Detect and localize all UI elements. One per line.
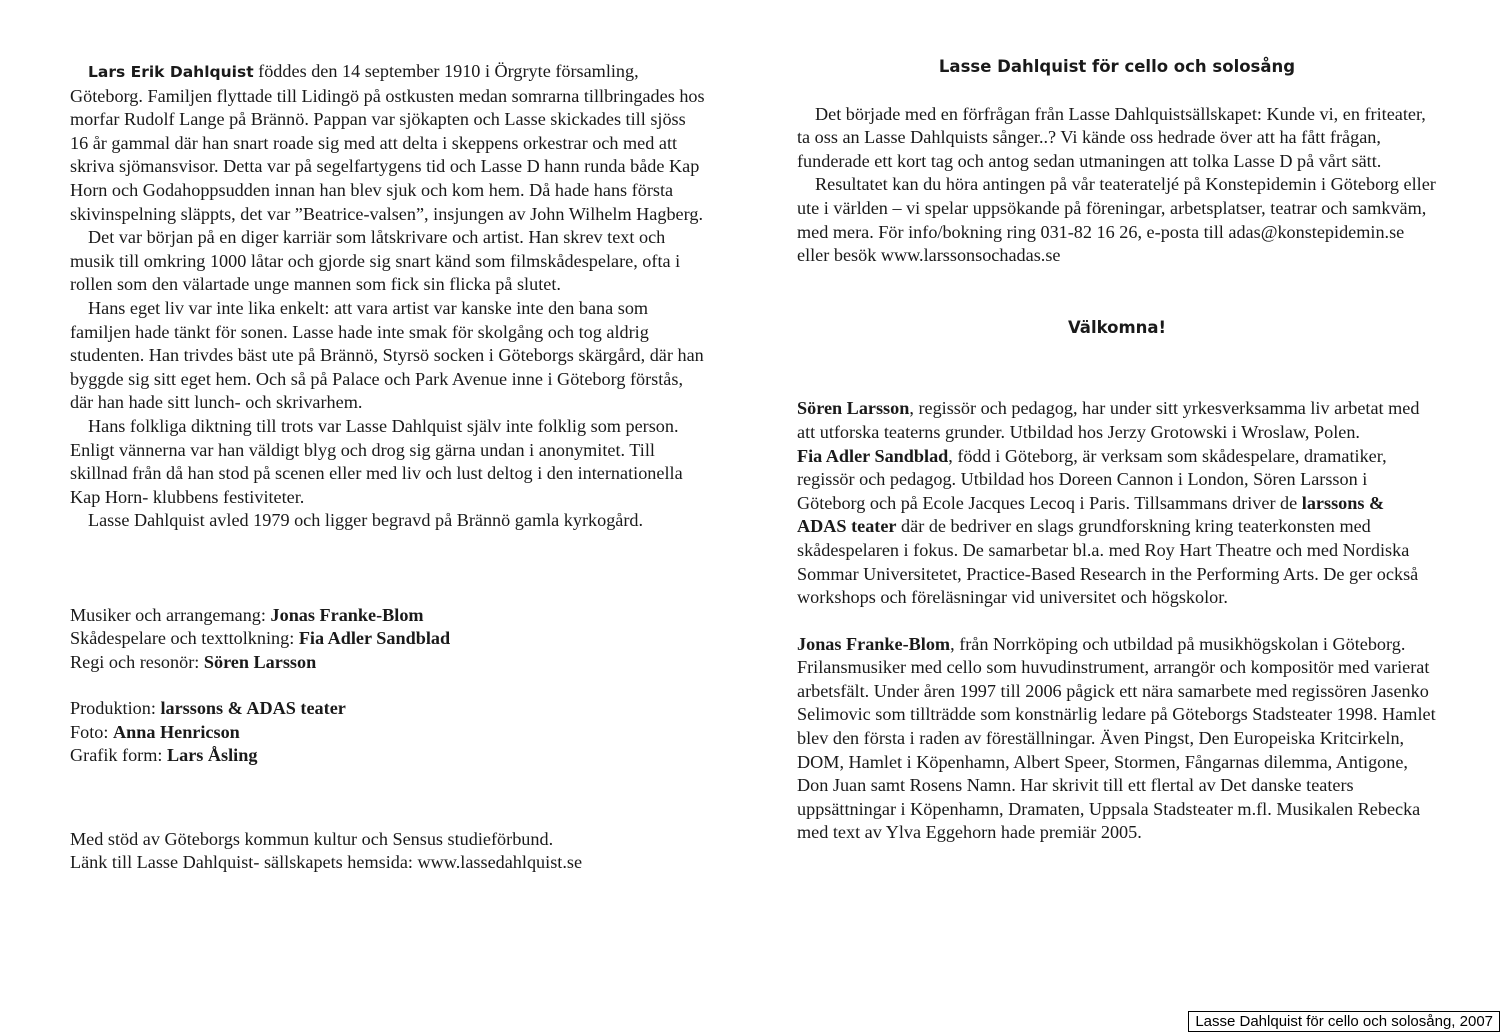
credit-line: Skådespelare och texttolkning: Fia Adler Sandblad (70, 628, 451, 649)
credit-line: Musiker och arrangemang: Jonas Franke-Blom (70, 604, 424, 625)
production-block (70, 697, 705, 768)
fia-name: Fia Adler Sandblad (797, 445, 949, 466)
company-name: larssons & ADAS teater (797, 492, 1385, 537)
support-block (70, 828, 705, 875)
production-line: Produktion: larssons & ADAS teater (70, 698, 346, 719)
soren-name: Sören Larsson (797, 398, 910, 419)
bio-text-1: föddes den 14 september 1910 i Örgryte församling, Göteborg. Familjen flyttade till Lidingö på ostkusten medan somrarna tillbringades hos morfar Rudolf Lange på Brännö. Pappan var sjökapten och Lasse skickades till sjöss 16 år gammal där han snart roade sig med att delta i skeppens orkestrar och med att skriva sjömansvisor. Detta var på segelfartygens tid och Lasse D hann runda både Kap Horn och Godahoppsudden innan han blev sjuk och kom hem. Då hade hans första skivinspelning släppts, det var ”Beatrice-valsen”, insjungen av John Wilhelm Hagberg. (70, 61, 705, 224)
image-caption: Lasse Dahlquist för cello och solosång, 2007 (1188, 1011, 1500, 1032)
jonas-name: Jonas Franke-Blom (797, 633, 951, 654)
bio-paragraph-5: Lasse Dahlquist avled 1979 och ligger begravd på Brännö gamla kyrkogård. (88, 510, 644, 531)
bio-name: Lars Erik Dahlquist (88, 63, 254, 81)
right-page (797, 55, 1437, 845)
fia-bio: Fia Adler Sandblad, född i Göteborg, är verksam som skådespelare, dramatiker, regissör och pedagog. Utbildad hos Doreen Cannon i London, Sören Larsson i Göteborg och på Ecole Jacques Lecoq i Paris. Tillsammans driver de larssons & ADAS teater där de bedriver en slags grundforskning kring teaterkonsten med skådespelaren i fokus. De samarbetar bl.a. med Roy Hart Theatre och med Nordiska Sommar Universitetet, Practice-Based Research in the Performing Arts. De ger också workshops och föreläsningar vid universitet och högskolor. (797, 445, 1419, 608)
soren-bio: Sören Larsson, regissör och pedagog, har under sitt yrkesverksamma liv arbetat med att utforska teaterns grunder. Utbildad hos Jerzy Grotowski i Wroslaw, Polen. (797, 398, 1420, 442)
page-title: Lasse Dahlquist för cello och solosång (938, 57, 1296, 76)
production-line: Grafik form: Lars Åsling (70, 745, 258, 766)
support-text: Med stöd av Göteborgs kommun kultur och Sensus studieförbund. (70, 828, 554, 849)
credit-line: Regi och resonör: Sören Larsson (70, 651, 317, 672)
bios-block (797, 397, 1437, 845)
jonas-bio: Jonas Franke-Blom, från Norrköping och utbildad på musikhögskolan i Göteborg. Frilansmusiker med cello som huvudinstrument, arrangör och kompositör med varierat arbetsfält. Under åren 1997 till 2006 pågick ett nära samarbete med regissören Jasenko Selimovic som tillträdde som konstnärlig ledare på Göteborgs Stadsteater 1998. Hamlet blev den första i raden av föreställningar. Även Pingst, Den Europeiska Kritcirkeln, DOM, Hamlet i Köpenhamn, Albert Speer, Stormen, Fångarnas dilemma, Antigone, Don Juan samt Rosens Namn. Har skrivit till ett flertal av Det danske teaters uppsättningar i Köpenhamn, Dramaten, Uppsala Stadsteater m.fl. Musikalen Rebecka med text av Ylva Eggehorn hade premiär 2005. (797, 633, 1436, 843)
intro-block (797, 103, 1437, 268)
website-link: Länk till Lasse Dahlquist- sällskapets hemsida: www.lassedahlquist.se (70, 852, 583, 873)
intro-paragraph-1: Det började med en förfrågan från Lasse Dahlquistsällskapet: Kunde vi, en friteater, ta oss an Lasse Dahlquists sånger..? Vi kände oss hedrade över att ha fått frågan, funderade ett kort tag och antog sedan utmaningen att tolka Lasse D på vårt sätt. (797, 103, 1426, 171)
welcome-heading: Välkomna! (1067, 317, 1167, 337)
bio-paragraph-3: Hans eget liv var inte lika enkelt: att vara artist var kanske inte den bana som familjen hade tänkt för sonen. Lasse hade inte smak för skolgång och tog aldrig studenten. Han trivdes bäst ute på Brännö, Styrsö socken i Göteborgs skärgård, där han byggde sig sitt eget hem. Och så på Palace och Park Avenue inne i Göteborg förstås, där han hade sitt lunch- och skrivarhem. (70, 297, 704, 413)
left-page (70, 60, 705, 875)
credits-block (70, 604, 705, 675)
intro-paragraph-2: Resultatet kan du höra antingen på vår teaterateljé på Konstepidemin i Göteborg eller ute i världen – vi spelar uppsökande på föreningar, arbetsplatser, teatrar och samkväm, med mera. För info/bokning ring 031-82 16 26, e-posta till adas@konstepidemin.se eller besök www.larssonsochadas.se (797, 174, 1436, 266)
production-line: Foto: Anna Henricson (70, 721, 240, 742)
bio-paragraph-1 (70, 60, 705, 226)
bio-paragraph-4: Hans folkliga diktning till trots var Lasse Dahlquist själv inte folklig som person. Enligt vännerna var han väldigt blyg och drog sig gärna undan i anonymitet. Till skillnad från då han stod på scenen eller med liv och lust deltog i den internationella Kap Horn- klubbens festiviteter. (70, 415, 683, 507)
bio-paragraph-2: Det var början på en diger karriär som låtskrivare och artist. Han skrev text och musik till omkring 1000 låtar och gjorde sig snart känd som filmskådespelare, ofta i rollen som den välartade unge mannen som fick sin flicka på slutet. (70, 227, 681, 295)
